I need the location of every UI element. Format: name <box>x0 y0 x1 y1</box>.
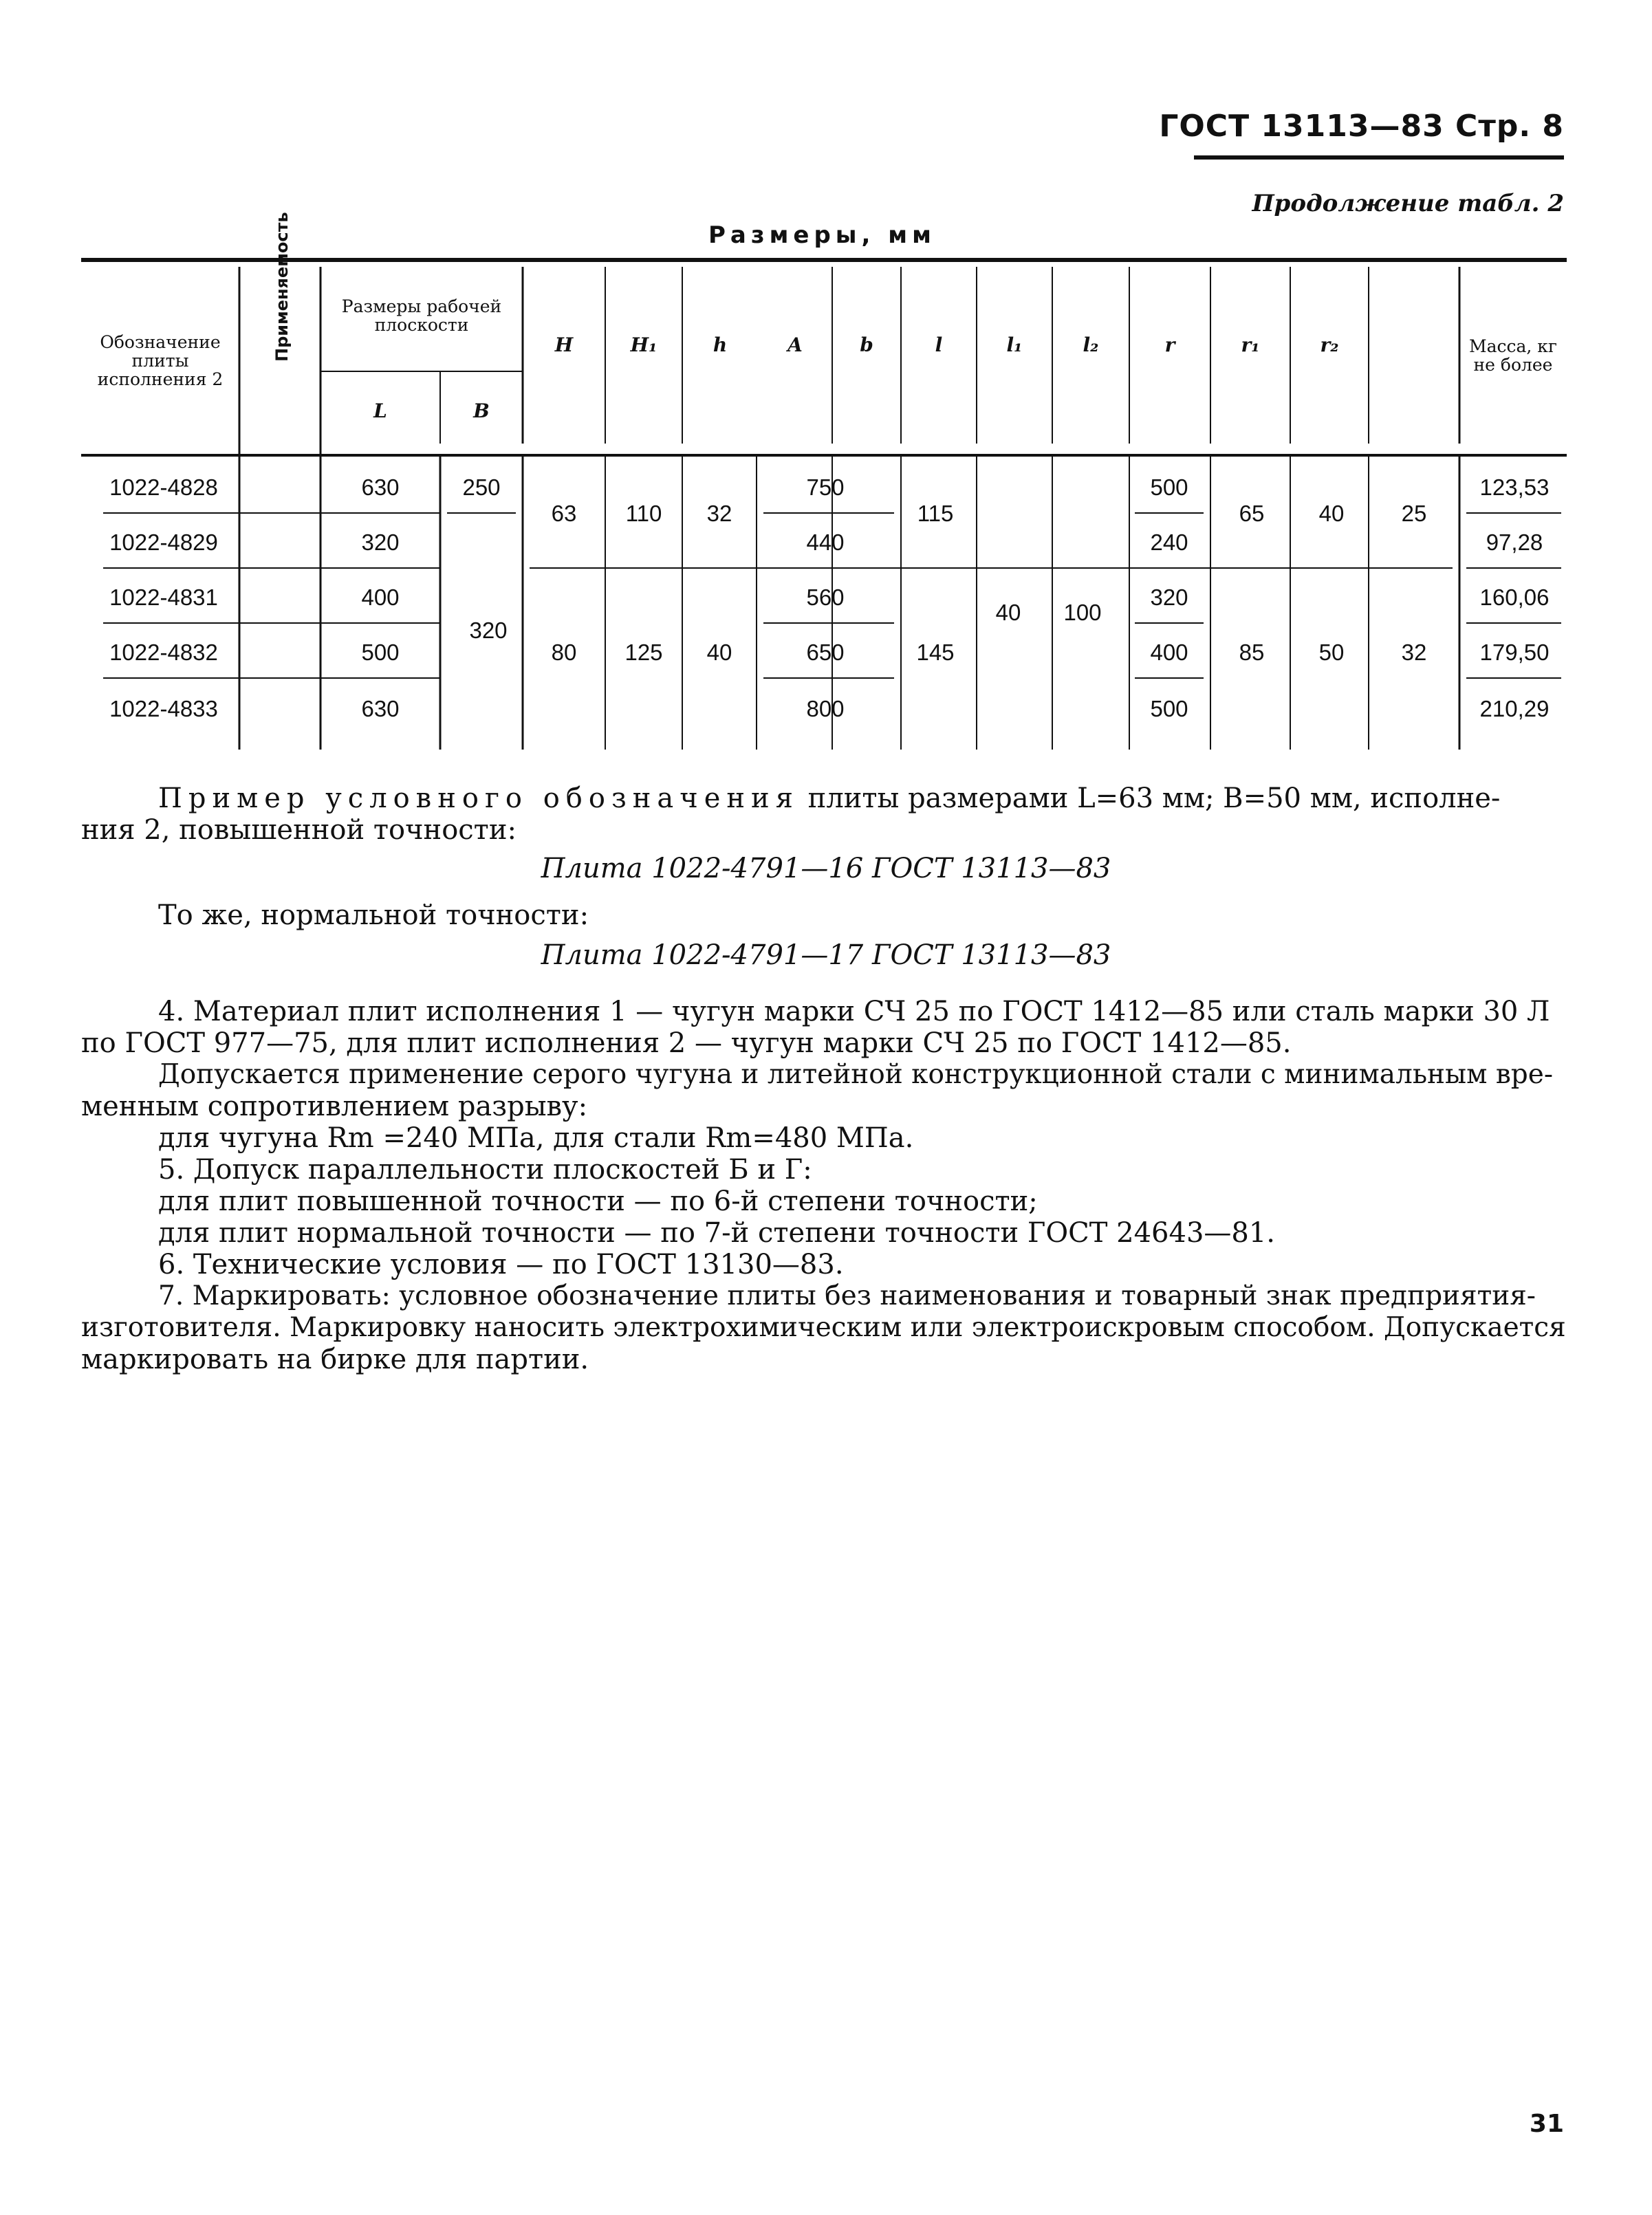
units-caption: Размеры, мм <box>708 221 936 249</box>
cell-B-top: 250 <box>462 474 501 500</box>
para-7-line3: маркировать на бирке для партии. <box>81 1344 589 1375</box>
cell-L: 630 <box>361 696 400 721</box>
cell-L: 630 <box>361 474 400 500</box>
para-5-line1: 5. Допуск параллельности плоскостей Б и Г: <box>158 1154 812 1186</box>
header-H1: H₁ <box>630 334 657 356</box>
cell-B-rest: 320 <box>469 618 508 643</box>
cell-H-group1: 63 <box>551 501 577 526</box>
cell-b-group1: 115 <box>917 501 954 526</box>
same-normal: То же, нормальной точности: <box>158 899 589 931</box>
cell-l2: 500 <box>1150 696 1188 721</box>
example-paragraph <box>158 783 1500 814</box>
para-5-line2: для плит повышенной точности — по 6-й степени точности; <box>158 1186 1038 1217</box>
cell-mass: 210,29 <box>1479 696 1550 721</box>
cell-r2-group1: 25 <box>1401 501 1427 526</box>
table-continuation-note: Продолжение табл. 2 <box>1252 190 1564 217</box>
cell-mass: 97,28 <box>1486 530 1543 555</box>
para-6: 6. Технические условия — по ГОСТ 13130—83. <box>158 1249 844 1280</box>
header-mass: Масса, кг не более <box>1468 336 1558 375</box>
cell-L: 500 <box>361 640 400 665</box>
cell-L: 320 <box>361 530 400 555</box>
cell-mass: 179,50 <box>1479 640 1550 665</box>
cell-r-group2: 85 <box>1239 640 1265 665</box>
header-designation: Обозначение плиты исполнения 2 <box>97 332 224 389</box>
para-4-line4: менным сопротивлением разрыву: <box>81 1091 588 1122</box>
header-H: H <box>554 334 574 356</box>
cell-l2: 500 <box>1150 474 1188 500</box>
header-applicability: Применяемость <box>272 212 292 362</box>
cell-l2: 240 <box>1150 530 1188 555</box>
para-4-line1: 4. Материал плит исполнения 1 — чугун марки СЧ 25 по ГОСТ 1412—85 или сталь марки 30 Л <box>158 996 1550 1027</box>
cell-r1-group2: 50 <box>1318 640 1345 665</box>
para-5-line3: для плит нормальной точности — по 7-й степени точности ГОСТ 24643—81. <box>158 1217 1276 1249</box>
para-4-line5: для чугуна Rm =240 МПа, для стали Rm=480 МПа. <box>158 1122 914 1154</box>
cell-H-group2: 80 <box>551 640 577 665</box>
cell-h-group1: 32 <box>706 501 732 526</box>
para-4-line2: по ГОСТ 977—75, для плит исполнения 2 — чугун марки СЧ 25 по ГОСТ 1412—85. <box>81 1027 1292 1059</box>
header-r: r <box>1164 334 1175 356</box>
example-line2: ния 2, повышенной точности: <box>81 814 517 846</box>
cell-designation: 1022-4829 <box>109 530 218 555</box>
header-r2: r₂ <box>1320 334 1339 356</box>
header-work-surface: Размеры рабочей плоскости <box>341 296 502 335</box>
example-lead: Пример условного обозначения <box>158 783 799 814</box>
cell-r1-group1: 40 <box>1318 501 1345 526</box>
header-r1: r₁ <box>1241 334 1260 356</box>
cell-H1-group2: 125 <box>624 640 663 665</box>
header-l1: l₁ <box>1006 334 1023 356</box>
cell-r2-group2: 32 <box>1401 640 1427 665</box>
cell-mass: 123,53 <box>1479 474 1550 500</box>
header-h: h <box>713 334 728 356</box>
cell-l2: 320 <box>1150 585 1188 610</box>
formula-1: Плита 1022-4791—16 ГОСТ 13113—83 <box>541 853 1111 884</box>
cell-designation: 1022-4828 <box>109 474 218 500</box>
cell-A: 750 <box>806 474 845 500</box>
cell-A: 560 <box>806 585 845 610</box>
header-A: A <box>787 334 803 356</box>
cell-designation: 1022-4831 <box>109 585 218 610</box>
para-7-line2: изготовителя. Маркировку наносить электрохимическим или электроискровым способом. Допускается <box>81 1312 1566 1343</box>
example-rest: плиты размерами L=63 мм; B=50 мм, исполне- <box>798 783 1501 814</box>
cell-A: 800 <box>806 696 845 721</box>
cell-r-group1: 65 <box>1239 501 1265 526</box>
cell-h-group2: 40 <box>706 640 732 665</box>
formula-2: Плита 1022-4791—17 ГОСТ 13113—83 <box>541 939 1111 971</box>
cell-A: 650 <box>806 640 845 665</box>
header-b: b <box>860 334 873 356</box>
page-header: ГОСТ 13113—83 Стр. 8 <box>1159 109 1564 144</box>
header-l2: l₂ <box>1083 334 1099 356</box>
cell-designation: 1022-4832 <box>109 640 218 665</box>
cell-b-group2: 145 <box>916 640 955 665</box>
header-l: l <box>935 334 943 356</box>
cell-l2: 400 <box>1150 640 1188 665</box>
cell-l: 40 <box>995 600 1021 625</box>
cell-A: 440 <box>806 530 845 555</box>
para-4-line3: Допускается применение серого чугуна и литейной конструкционной стали с минимальным вре- <box>158 1059 1553 1090</box>
cell-H1-group1: 110 <box>625 501 662 526</box>
page-number: 31 <box>1529 2110 1564 2138</box>
header-L: L <box>373 400 387 422</box>
cell-L: 400 <box>361 585 400 610</box>
cell-l1: 100 <box>1063 600 1102 625</box>
para-7-line1: 7. Маркировать: условное обозначение плиты без наименования и товарный знак предприятия- <box>158 1280 1536 1311</box>
cell-mass: 160,06 <box>1479 585 1550 610</box>
cell-designation: 1022-4833 <box>109 696 218 721</box>
header-B: B <box>473 400 490 422</box>
